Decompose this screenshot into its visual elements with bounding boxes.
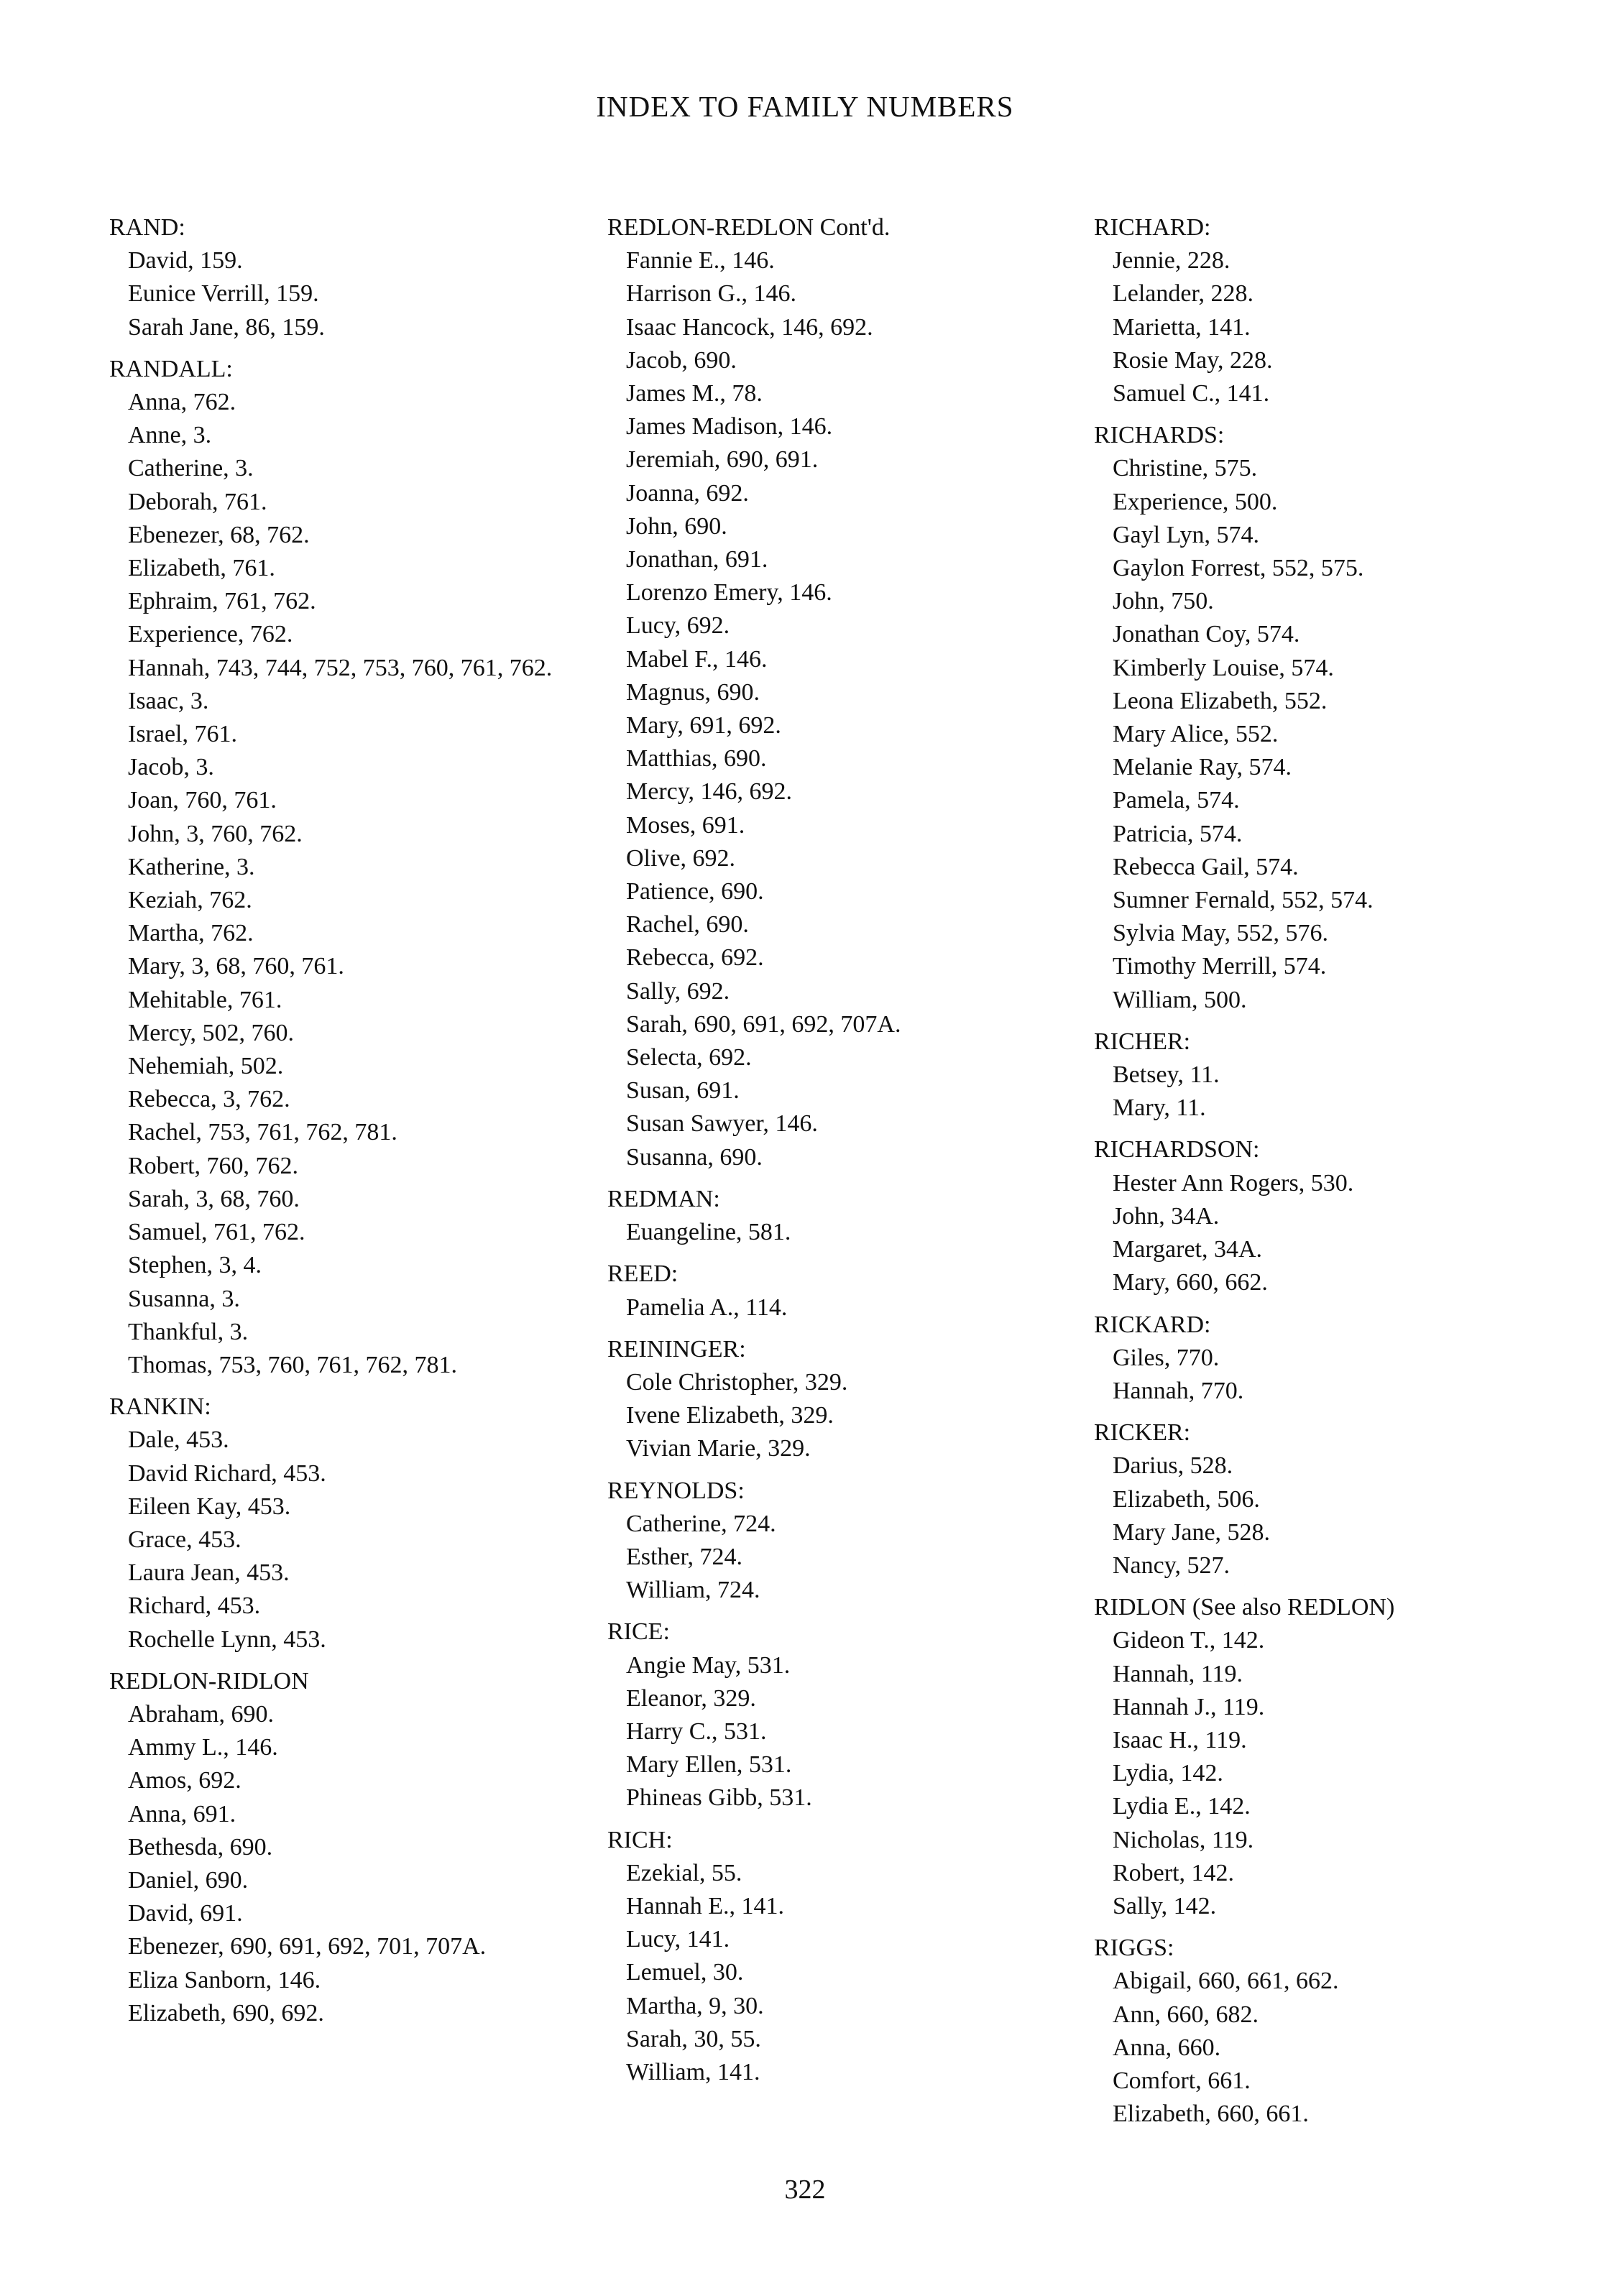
index-entry: Eleanor, 329. xyxy=(626,1684,756,1712)
index-entry: Lydia E., 142. xyxy=(1113,1793,1251,1820)
index-entry: Bethesda, 690. xyxy=(128,1833,273,1861)
index-entry: Timothy Merrill, 574. xyxy=(1113,953,1327,980)
index-entry: Abraham, 690. xyxy=(128,1700,275,1728)
index-entry: Sylvia May, 552, 576. xyxy=(1113,920,1329,947)
index-entry: Anna, 691. xyxy=(128,1800,236,1827)
section-heading: REDLON-REDLON Cont'd. xyxy=(607,214,891,241)
index-entry: Harrison G., 146. xyxy=(626,280,797,308)
index-entry: Experience, 762. xyxy=(128,621,293,648)
section-heading: REED: xyxy=(607,1260,678,1288)
index-entry: Angie May, 531. xyxy=(626,1651,791,1679)
index-entry: Phineas Gibb, 531. xyxy=(626,1784,812,1812)
index-entry: Sumner Fernald, 552, 574. xyxy=(1113,887,1374,914)
index-entry: Robert, 142. xyxy=(1113,1859,1235,1886)
index-entry: Mercy, 146, 692. xyxy=(626,778,793,806)
index-entry: Harry C., 531. xyxy=(626,1718,767,1745)
index-entry: Magnus, 690. xyxy=(626,678,760,706)
index-entry: Gideon T., 142. xyxy=(1113,1627,1265,1654)
index-entry: Hannah J., 119. xyxy=(1113,1693,1265,1720)
index-entry: John, 750. xyxy=(1113,588,1214,615)
index-section xyxy=(109,1391,569,1656)
index-entry: Jonathan, 691. xyxy=(626,546,768,573)
index-column-1 xyxy=(109,211,569,2039)
index-entry: Jonathan Coy, 574. xyxy=(1113,621,1300,648)
index-entry: Betsey, 11. xyxy=(1113,1061,1220,1089)
index-entry: Jacob, 3. xyxy=(128,754,214,781)
index-entry: Eliza Sanborn, 146. xyxy=(128,1966,321,1993)
section-heading: REYNOLDS: xyxy=(607,1477,745,1504)
index-entry: David, 159. xyxy=(128,247,243,275)
index-entry: Mary, 11. xyxy=(1113,1094,1206,1122)
index-entry: Patience, 690. xyxy=(626,878,764,905)
index-section xyxy=(607,1615,1067,1815)
index-section xyxy=(1094,1932,1540,2131)
index-entry: Christine, 575. xyxy=(1113,455,1258,482)
index-entry: Rebecca, 3, 762. xyxy=(128,1086,290,1113)
index-entry: Leona Elizabeth, 552. xyxy=(1113,687,1328,714)
index-section xyxy=(1094,1025,1540,1125)
index-entry: Nicholas, 119. xyxy=(1113,1826,1254,1853)
index-entry: Marietta, 141. xyxy=(1113,313,1251,341)
index-entry: Mary Jane, 528. xyxy=(1113,1518,1271,1546)
index-column-3 xyxy=(1094,211,1540,2139)
index-entry: Anna, 660. xyxy=(1113,2034,1221,2061)
index-entry: Matthias, 690. xyxy=(626,745,767,773)
index-entry: James Madison, 146. xyxy=(626,413,833,441)
section-heading: RICHARDS: xyxy=(1094,422,1225,449)
index-entry: Richard, 453. xyxy=(128,1592,261,1620)
index-entry: Rebecca, 692. xyxy=(626,944,764,972)
index-entry: Susanna, 3. xyxy=(128,1285,240,1312)
index-entry: Esther, 724. xyxy=(626,1543,742,1570)
section-heading: REDMAN: xyxy=(607,1185,720,1212)
index-entry: Thankful, 3. xyxy=(128,1318,249,1345)
index-entry: Susanna, 690. xyxy=(626,1143,763,1171)
index-entry: Lucy, 692. xyxy=(626,612,730,640)
index-entry: Deborah, 761. xyxy=(128,488,267,515)
section-heading: RICKARD: xyxy=(1094,1311,1211,1338)
index-entry: Stephen, 3, 4. xyxy=(128,1252,262,1279)
index-entry: Joanna, 692. xyxy=(626,479,749,507)
index-entry: Thomas, 753, 760, 761, 762, 781. xyxy=(128,1351,458,1378)
index-entry: Experience, 500. xyxy=(1113,488,1278,515)
section-heading: RICHER: xyxy=(1094,1028,1191,1055)
index-entry: Melanie Ray, 574. xyxy=(1113,754,1292,781)
index-entry: Martha, 9, 30. xyxy=(626,1992,764,2019)
index-entry: Mary, 691, 692. xyxy=(626,712,781,739)
index-entry: Mary Alice, 552. xyxy=(1113,721,1279,748)
index-entry: Pamela, 574. xyxy=(1113,787,1240,814)
index-entry: Mehitable, 761. xyxy=(128,986,282,1013)
index-entry: William, 500. xyxy=(1113,986,1247,1013)
page-title: INDEX TO FAMILY NUMBERS xyxy=(596,90,1014,123)
index-entry: Lemuel, 30. xyxy=(626,1959,744,1986)
index-entry: John, 34A. xyxy=(1113,1202,1220,1230)
section-heading: RICHARDSON: xyxy=(1094,1136,1260,1163)
index-entry: Daniel, 690. xyxy=(128,1866,249,1894)
section-heading: REININGER: xyxy=(607,1335,746,1363)
index-section xyxy=(1094,1416,1540,1582)
index-entry: Dale, 453. xyxy=(128,1426,229,1454)
index-entry: Lelander, 228. xyxy=(1113,280,1254,308)
index-section xyxy=(109,1665,569,2030)
index-entry: Grace, 453. xyxy=(128,1526,242,1553)
index-entry: John, 3, 760, 762. xyxy=(128,820,303,847)
index-entry: Rachel, 690. xyxy=(626,911,749,939)
index-entry: Selecta, 692. xyxy=(626,1044,752,1071)
index-entry: Fannie E., 146. xyxy=(626,247,775,275)
index-entry: Amos, 692. xyxy=(128,1767,242,1794)
index-entry: Hannah, 770. xyxy=(1113,1377,1244,1404)
index-entry: Gaylon Forrest, 552, 575. xyxy=(1113,555,1364,582)
index-entry: Abigail, 660, 661, 662. xyxy=(1113,1968,1339,1995)
index-entry: William, 724. xyxy=(626,1577,760,1604)
index-entry: Catherine, 3. xyxy=(128,455,254,482)
index-entry: Mary, 3, 68, 760, 761. xyxy=(128,953,344,980)
index-entry: Ann, 660, 682. xyxy=(1113,2001,1259,2028)
index-entry: Laura Jean, 453. xyxy=(128,1559,290,1587)
index-entry: Eileen Kay, 453. xyxy=(128,1493,291,1520)
index-entry: Anne, 3. xyxy=(128,422,212,449)
index-entry: Elizabeth, 506. xyxy=(1113,1485,1260,1513)
index-entry: Gayl Lyn, 574. xyxy=(1113,521,1259,548)
index-entry: Hannah, 119. xyxy=(1113,1660,1243,1687)
index-entry: Eunice Verrill, 159. xyxy=(128,280,319,308)
index-entry: Pamelia A., 114. xyxy=(626,1294,788,1321)
section-heading: RAND: xyxy=(109,214,185,241)
index-entry: Jennie, 228. xyxy=(1113,247,1230,275)
index-entry: Samuel C., 141. xyxy=(1113,380,1270,407)
index-entry: Ebenezer, 68, 762. xyxy=(128,521,310,548)
index-entry: Jeremiah, 690, 691. xyxy=(626,446,819,474)
index-entry: Isaac, 3. xyxy=(128,687,209,714)
index-entry: Giles, 770. xyxy=(1113,1344,1220,1371)
index-section xyxy=(1094,1133,1540,1299)
index-entry: William, 141. xyxy=(626,2058,760,2085)
index-entry: Sarah, 690, 691, 692, 707A. xyxy=(626,1010,901,1038)
index-entry: Rochelle Lynn, 453. xyxy=(128,1626,326,1653)
index-entry: Elizabeth, 660, 661. xyxy=(1113,2101,1309,2128)
index-entry: Susan Sawyer, 146. xyxy=(626,1110,818,1138)
index-entry: Isaac Hancock, 146, 692. xyxy=(626,313,873,341)
index-entry: Lydia, 142. xyxy=(1113,1760,1223,1787)
index-entry: Nancy, 527. xyxy=(1113,1552,1230,1579)
index-entry: Keziah, 762. xyxy=(128,887,252,914)
index-entry: Moses, 691. xyxy=(626,811,745,839)
section-heading: RICHARD: xyxy=(1094,214,1211,241)
index-entry: Kimberly Louise, 574. xyxy=(1113,654,1334,681)
index-entry: Rachel, 753, 761, 762, 781. xyxy=(128,1119,397,1146)
index-entry: Rosie May, 228. xyxy=(1113,346,1273,374)
index-entry: Ebenezer, 690, 691, 692, 701, 707A. xyxy=(128,1933,487,1960)
index-entry: Rebecca Gail, 574. xyxy=(1113,853,1299,880)
index-section xyxy=(1094,419,1540,1017)
index-section xyxy=(109,353,569,1382)
index-section xyxy=(1094,211,1540,410)
index-section xyxy=(607,211,1067,1174)
index-entry: Mary, 660, 662. xyxy=(1113,1269,1268,1296)
index-entry: Darius, 528. xyxy=(1113,1452,1233,1480)
section-heading: RANKIN: xyxy=(109,1393,211,1421)
index-column-2 xyxy=(607,211,1067,2098)
index-entry: Jacob, 690. xyxy=(626,346,737,374)
index-entry: Isaac H., 119. xyxy=(1113,1726,1247,1753)
index-entry: David, 691. xyxy=(128,1900,243,1927)
index-entry: Lucy, 141. xyxy=(626,1926,730,1953)
index-entry: Mercy, 502, 760. xyxy=(128,1019,295,1046)
index-entry: Anna, 762. xyxy=(128,389,236,416)
section-heading: REDLON-RIDLON xyxy=(109,1667,309,1695)
index-entry: Sarah, 3, 68, 760. xyxy=(128,1185,300,1212)
index-entry: Lorenzo Emery, 146. xyxy=(626,579,832,607)
index-entry: Ivene Elizabeth, 329. xyxy=(626,1402,834,1429)
index-entry: Comfort, 661. xyxy=(1113,2067,1251,2094)
index-section xyxy=(1094,1309,1540,1409)
section-heading: RIGGS: xyxy=(1094,1935,1174,1962)
page-number: 322 xyxy=(784,2175,826,2205)
index-section xyxy=(607,1475,1067,1608)
index-entry: Euangeline, 581. xyxy=(626,1219,791,1246)
index-entry: Sarah Jane, 86, 159. xyxy=(128,313,325,341)
index-entry: John, 690. xyxy=(626,512,727,540)
index-section xyxy=(607,1258,1067,1324)
index-entry: James M., 78. xyxy=(626,380,763,407)
index-entry: Sally, 142. xyxy=(1113,1892,1217,1919)
index-entry: Elizabeth, 761. xyxy=(128,555,275,582)
index-section xyxy=(109,211,569,344)
index-entry: Catherine, 724. xyxy=(626,1510,776,1537)
section-heading: RANDALL: xyxy=(109,355,233,382)
index-entry: Elizabeth, 690, 692. xyxy=(128,1999,324,2027)
index-entry: Sarah, 30, 55. xyxy=(626,2025,761,2052)
index-entry: Hannah E., 141. xyxy=(626,1892,785,1919)
index-section xyxy=(607,1333,1067,1466)
index-section xyxy=(607,1824,1067,2090)
index-entry: Hester Ann Rogers, 530. xyxy=(1113,1169,1354,1197)
index-entry: Patricia, 574. xyxy=(1113,820,1243,847)
index-section xyxy=(1094,1591,1540,1923)
index-entry: Mabel F., 146. xyxy=(626,645,768,673)
section-heading: RICKER: xyxy=(1094,1419,1191,1447)
index-section xyxy=(607,1183,1067,1249)
index-entry: Susan, 691. xyxy=(626,1077,740,1105)
index-entry: Joan, 760, 761. xyxy=(128,787,277,814)
index-entry: Sally, 692. xyxy=(626,977,730,1005)
section-heading: RICE: xyxy=(607,1618,670,1646)
index-entry: Katherine, 3. xyxy=(128,853,255,880)
index-entry: David Richard, 453. xyxy=(128,1460,326,1487)
index-entry: Ammy L., 146. xyxy=(128,1734,278,1761)
index-entry: Mary Ellen, 531. xyxy=(626,1751,792,1779)
section-heading: RIDLON (See also REDLON) xyxy=(1094,1594,1395,1621)
index-entry: Hannah, 743, 744, 752, 753, 760, 761, 762. xyxy=(128,654,553,681)
index-entry: Margaret, 34A. xyxy=(1113,1236,1263,1263)
section-heading: RICH: xyxy=(607,1826,673,1853)
index-entry: Robert, 760, 762. xyxy=(128,1152,299,1179)
index-entry: Vivian Marie, 329. xyxy=(626,1435,811,1462)
index-entry: Martha, 762. xyxy=(128,920,254,947)
index-entry: Samuel, 761, 762. xyxy=(128,1219,305,1246)
index-entry: Nehemiah, 502. xyxy=(128,1053,284,1080)
index-entry: Olive, 692. xyxy=(626,844,736,872)
index-entry: Cole Christopher, 329. xyxy=(626,1368,848,1396)
index-entry: Israel, 761. xyxy=(128,721,238,748)
index-entry: Ezekial, 55. xyxy=(626,1859,742,1886)
index-entry: Ephraim, 761, 762. xyxy=(128,588,316,615)
